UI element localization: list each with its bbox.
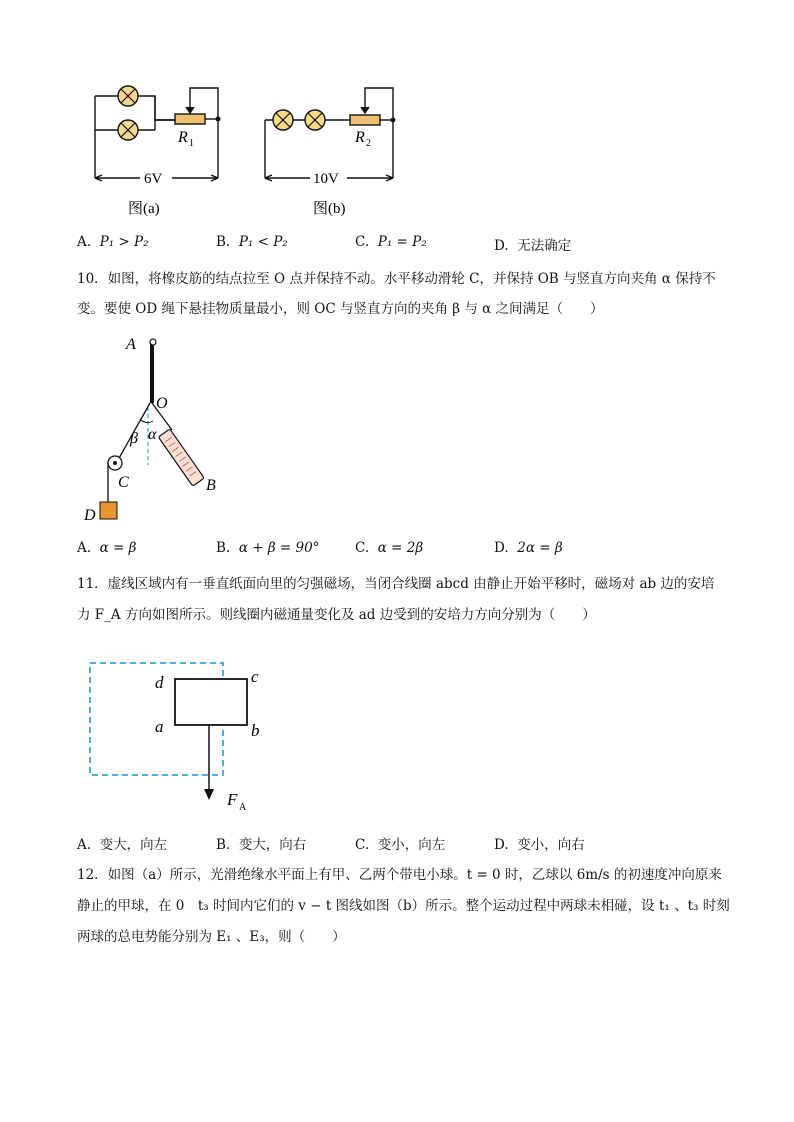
- q9-option-d: D. 无法确定: [494, 238, 572, 254]
- q11-text-line1: 11．虚线区域内有一垂直纸面向里的匀强磁场，当闭合线圈 abcd 由静止开始平移时，磁场对 ab 边的安培: [77, 576, 715, 592]
- label-c: c: [251, 667, 259, 686]
- q10-option-c: C. α = 2β: [355, 540, 424, 556]
- q11-option-a: A. 变大，向左: [77, 837, 168, 853]
- label-alpha: α: [148, 426, 157, 443]
- q10-option-b: B. α + β = 90°: [216, 540, 320, 556]
- q11-coil-figure: [80, 655, 280, 815]
- label-a: a: [155, 717, 164, 736]
- q10-text-line1: 10．如图，将橡皮筋的结点拉至 O 点并保持不动。水平移动滑轮 C，并保持 OB 与竖直方向夹角 α 保持不: [77, 271, 716, 287]
- resistor-label-b: R: [355, 129, 365, 146]
- circuit-figure-b: [255, 78, 410, 218]
- label-F: F: [227, 790, 238, 809]
- q12-text-line2: 静止的甲球，在 0 t₃ 时间内它们的 v − t 图线如图（b）所示。整个运动过程中两球未相碰，设 t₁ 、t₃ 时刻: [77, 898, 730, 914]
- label-C: C: [118, 474, 129, 491]
- q12-text-line1: 12．如图（a）所示，光滑绝缘水平面上有甲、乙两个带电小球。t = 0 时，乙球以 6m/s 的初速度冲向原来: [77, 867, 722, 883]
- svg-text:1: 1: [189, 138, 194, 149]
- label-B: B: [206, 477, 216, 494]
- q10-option-a: A. α = β: [77, 540, 137, 556]
- label-b: b: [251, 721, 260, 740]
- block-icon: [100, 502, 117, 519]
- q9-option-c: C. P₁ = P₂: [355, 234, 427, 250]
- coil-abcd: [175, 679, 247, 725]
- resistor-label-a: R: [178, 129, 188, 146]
- circuit-figure-a: [80, 78, 230, 218]
- q12-text-line3: 两球的总电势能分别为 E₁ 、E₃，则（ ）: [77, 929, 346, 945]
- label-d: d: [155, 673, 164, 692]
- q10-pulley-figure: [80, 335, 240, 530]
- q10-text-line2: 变。要使 OD 绳下悬挂物质量最小，则 OC 与竖直方向的夹角 β 与 α 之间满足（ ）: [77, 301, 604, 317]
- q11-text-line2: 力 F_A 方向如图所示。则线圈内磁通量变化及 ad 边受到的安培力方向分别为（ ）: [77, 607, 596, 623]
- voltage-label-a: 6V: [144, 171, 163, 187]
- q11-option-c: C. 变小，向左: [355, 837, 446, 853]
- q11-option-b: B. 变大，向右: [216, 837, 307, 853]
- label-O: O: [156, 395, 168, 412]
- q9-option-a: A. P₁ > P₂: [77, 234, 149, 250]
- caption-a: 图(a): [128, 201, 160, 217]
- svg-text:A: A: [239, 802, 247, 813]
- q9-option-b: B. P₁ < P₂: [216, 234, 288, 250]
- svg-text:2: 2: [366, 138, 371, 149]
- voltage-label-b: 10V: [313, 171, 339, 187]
- caption-b: 图(b): [313, 201, 346, 217]
- label-D: D: [84, 507, 96, 524]
- q10-option-d: D. 2α = β: [494, 540, 563, 556]
- label-A: A: [126, 336, 136, 353]
- q11-option-d: D. 变小，向右: [494, 837, 585, 853]
- label-beta: β: [130, 430, 138, 447]
